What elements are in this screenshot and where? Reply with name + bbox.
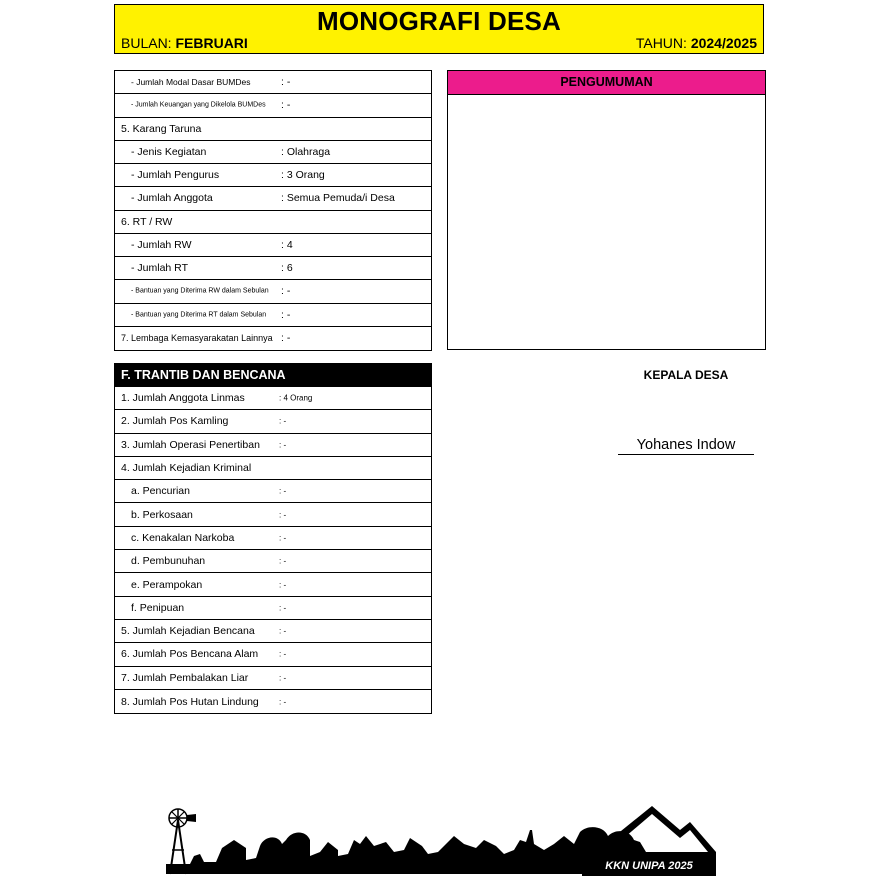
row-value: : - [279,440,287,450]
row-value: : - [279,673,287,683]
year-value: 2024/2025 [690,35,757,51]
signature-role: KEPALA DESA [643,368,729,382]
row-value: : - [279,603,287,613]
section-f-table [114,363,432,714]
row-label: - Jumlah RW [131,238,192,251]
row-value: : 4 Orang [279,393,313,403]
row-label: - Jumlah Keuangan yang Dikelola BUMDes [131,101,266,109]
row-label: b. Perkosaan [131,508,193,521]
row-label: 2. Jumlah Pos Kamling [121,415,229,428]
row-label: 8. Jumlah Pos Hutan Lindung [121,695,259,708]
row-label: 6. RT / RW [121,215,173,228]
document-title: MONOGRAFI DESA [316,6,562,36]
month-value: FEBRUARI [175,35,248,51]
table-row [115,211,431,234]
row-value: : Semua Pemuda/i Desa [281,192,395,205]
row-label: - Bantuan yang Diterima RW dalam Sebulan [131,287,269,295]
table-row [115,667,431,690]
village-silhouette-logo [160,800,720,880]
row-value: : - [279,649,287,659]
table-row [115,187,431,210]
row-label: 5. Karang Taruna [121,122,202,135]
table-row [115,527,431,550]
table-row [115,141,431,164]
announcement-box [447,70,766,350]
announcement-title: PENGUMUMAN [448,71,765,95]
row-value: : - [279,556,287,566]
table-row [115,620,431,643]
row-label: 7. Lembaga Kemasyarakatan Lainnya [121,333,273,344]
row-label: 1. Jumlah Anggota Linmas [121,392,245,405]
table-row [115,257,431,280]
row-label: f. Penipuan [131,601,185,614]
row-value: : 6 [281,262,293,275]
month-caption: BULAN: [121,35,172,51]
row-value: : 4 [281,238,293,251]
footer-logo-text: KKN UNIPA 2025 [605,860,693,872]
row-value: : - [279,580,287,590]
row-value: : - [279,626,287,636]
row-label: d. Pembunuhan [131,555,206,568]
table-row [115,118,431,141]
row-value: : - [279,416,287,426]
year-label [636,35,757,51]
row-value: : Olahraga [281,145,331,158]
table-row [115,550,431,573]
row-label: - Jumlah Pengurus [131,169,220,182]
table-row [115,327,431,350]
header-banner [114,4,764,54]
table-row [115,457,431,480]
row-label: e. Perampokan [131,578,203,591]
table-row [115,573,431,596]
row-label: - Jumlah Modal Dasar BUMDes [131,77,251,88]
row-value: : - [281,308,291,321]
year-caption: TAHUN: [635,35,687,51]
row-label: - Jumlah Anggota [131,192,213,205]
row-label: 4. Jumlah Kejadian Kriminal [121,462,252,475]
row-value: : - [281,76,291,89]
table-row [115,234,431,257]
table-row [115,304,431,327]
section-f-header [115,364,431,387]
row-label: a. Pencurian [131,485,190,498]
table-row [115,480,431,503]
table-row [115,690,431,713]
row-label: - Bantuan yang Diterima RT dalam Sebulan [131,311,267,319]
row-label: 6. Jumlah Pos Bencana Alam [121,648,259,661]
table-row [115,597,431,620]
month-label [121,35,248,51]
row-label: 7. Jumlah Pembalakan Liar [121,671,249,684]
row-label: - Jumlah RT [131,262,188,275]
section-f-title: F. TRANTIB DAN BENCANA [121,368,286,382]
row-label: c. Kenakalan Narkoba [131,531,235,544]
table-row [115,71,431,94]
row-label: 3. Jumlah Operasi Penertiban [121,438,260,451]
row-value: : - [279,486,287,496]
table-row [115,280,431,303]
row-value: : - [281,332,291,345]
row-value: : - [279,533,287,543]
table-row [115,410,431,433]
row-value: : - [279,697,287,706]
table-row [115,434,431,457]
table-row [115,643,431,666]
row-label: - Jenis Kegiatan [131,145,207,158]
row-value: : - [281,285,291,298]
signature-name: Yohanes Indow [618,437,754,455]
row-value: : 3 Orang [281,169,325,182]
table-row [115,387,431,410]
table-row [115,164,431,187]
row-label: 5. Jumlah Kejadian Bencana [121,625,255,638]
row-value: : - [279,510,287,520]
section-e-table [114,70,432,351]
row-value: : - [281,99,291,112]
table-row [115,94,431,117]
table-row [115,503,431,526]
